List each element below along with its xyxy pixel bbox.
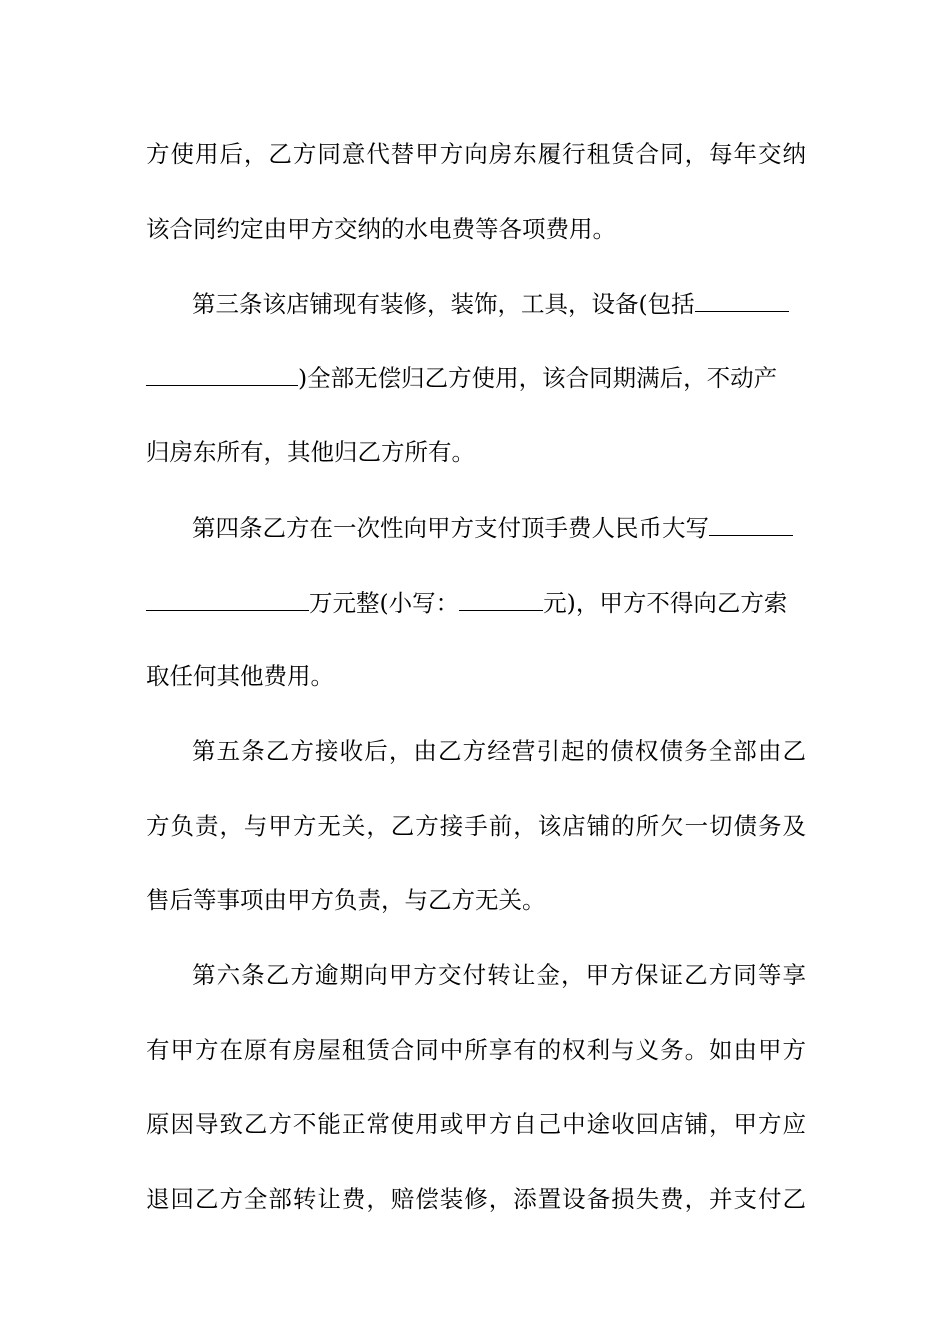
fill-in-blank — [709, 509, 793, 536]
text-line-content: 退回乙方全部转让费，赔偿装修，添置设备损失费，并支付乙 — [146, 1185, 806, 1213]
fill-in-blank — [146, 584, 309, 611]
fill-in-blank — [695, 285, 789, 312]
text-line — [146, 432, 806, 472]
text-line — [146, 134, 806, 174]
text-line — [146, 1030, 806, 1070]
text-line-content: 该合同约定由甲方交纳的水电费等各项费用。 — [146, 215, 616, 243]
text-line-content: 方使用后，乙方同意代替甲方向房东履行租赁合同，每年交纳 — [146, 140, 806, 168]
text-line — [146, 583, 806, 623]
text-line-content: 取任何其他费用。 — [146, 662, 334, 690]
text-line-content: 归房东所有，其他归乙方所有。 — [146, 438, 475, 466]
text-line — [146, 1104, 806, 1144]
text-line-content: 万元整(小写： — [309, 589, 460, 617]
clause-3-line — [192, 284, 806, 324]
text-line-content: 原因导致乙方不能正常使用或甲方自己中途收回店铺，甲方应 — [146, 1110, 806, 1138]
text-line — [146, 806, 806, 846]
text-line — [146, 656, 806, 696]
clause-6-line — [192, 955, 806, 995]
text-line — [146, 880, 806, 920]
text-line — [146, 1179, 806, 1219]
text-line-content: 第六条乙方逾期向甲方交付转让金，甲方保证乙方同等享 — [192, 961, 806, 989]
clause-5-line — [192, 731, 806, 771]
text-line-content: 方负责，与甲方无关，乙方接手前，该店铺的所欠一切债务及 — [146, 812, 806, 840]
text-line-content: )全部无偿归乙方使用，该合同期满后，不动产 — [298, 364, 778, 392]
text-line — [146, 358, 806, 398]
text-line-content: 有甲方在原有房屋租赁合同中所享有的权利与义务。如由甲方 — [146, 1036, 806, 1064]
clause-4-line — [192, 508, 806, 548]
text-line-content: 第三条该店铺现有装修，装饰，工具，设备(包括 — [192, 290, 695, 318]
fill-in-blank — [459, 584, 543, 611]
text-line-content: 第五条乙方接收后，由乙方经营引起的债权债务全部由乙 — [192, 737, 806, 765]
text-line-content: 第四条乙方在一次性向甲方支付顶手费人民币大写 — [192, 514, 709, 542]
text-line-content: 售后等事项由甲方负责，与乙方无关。 — [146, 886, 546, 914]
text-line — [146, 209, 806, 249]
fill-in-blank — [146, 359, 298, 386]
text-line-content: 元)，甲方不得向乙方索 — [543, 589, 788, 617]
